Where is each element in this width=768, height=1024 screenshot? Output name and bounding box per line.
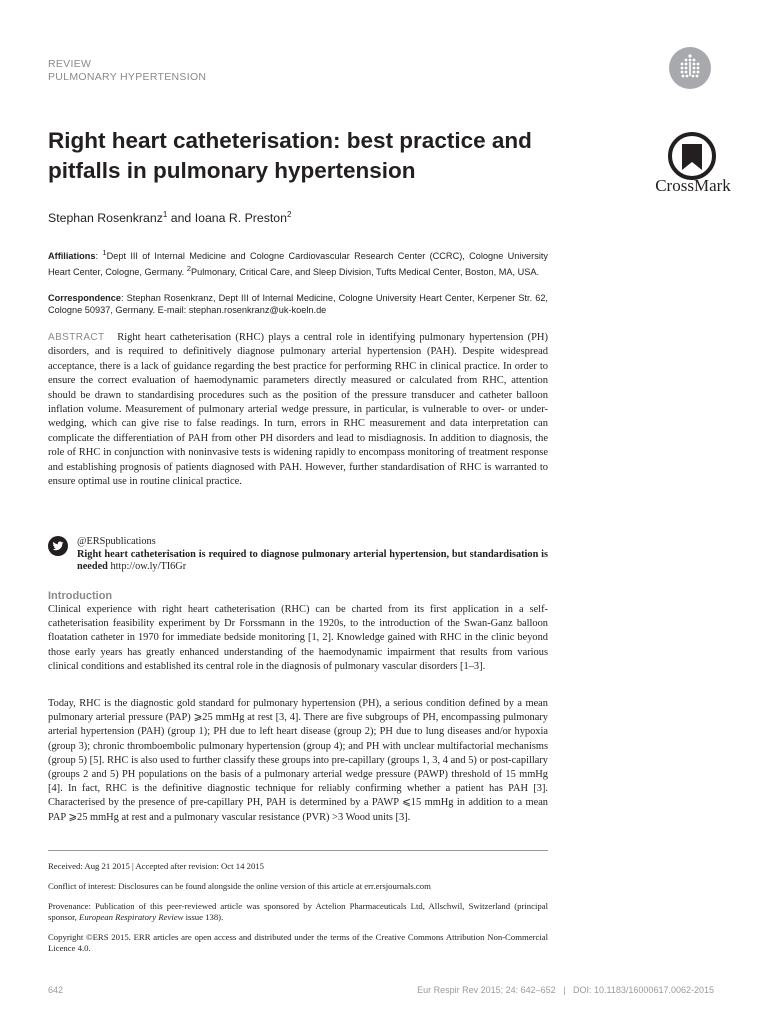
author-list: [48, 210, 291, 225]
citation-footer: [386, 985, 714, 995]
section-label: [48, 58, 206, 84]
crossmark-label[interactable]: CrossMark: [655, 176, 731, 195]
section-heading: Introduction: [48, 590, 113, 602]
tweet-link[interactable]: http://ow.ly/TI6Gr: [110, 561, 187, 573]
abstract-label: ABSTRACT: [48, 332, 105, 343]
author-affiliation-mark: 1: [162, 210, 168, 219]
footnote-divider: [48, 850, 548, 851]
journal-name: European Respiratory Review: [79, 912, 184, 923]
body-paragraph: Today, RHC is the diagnostic gold standard for pulmonary hypertension (PH), a serious condition defined by a mean pulmonary arterial pressure (PAP) ⩾25 mmHg at rest [3, 4]. There are five subgroups of PH, encompassing pulmonary arterial hypertension (PAH) (group 1); PH due to left heart disease (group 2); PH due to lung diseases and/or hypoxia (group 3); chronic thromboembolic pulmonary hypertension (group 4); and PH with unclear multifactorial mechanisms (group 5) [5]. RHC is also used to further classify these groups into pre-capillary (groups 1, 3, 4 and 5) or post-capillary (groups 2 and 5) PH populations on the basis of a pulmonary arterial wedge pressure (PAWP) threshold of 15 mmHg [4]. In fact, RHC is the definitive diagnostic technique for reliably confirming whether a patient has PAH [3]. Characterised by the presence of pre-capillary PH, PAH is determined by a PAWP ⩽15 mmHg in addition to a mean PAP ⩾25 mmHg at rest and a pulmonary vascular resistance (PVR) >3 Wood units [3].: [48, 698, 548, 823]
affiliation-mark: 2: [186, 263, 192, 273]
article-title: Right heart catheterisation: best practice and pitfalls in pulmonary hypertension: [48, 128, 532, 183]
provenance-note: [48, 901, 548, 923]
citation: Eur Respir Rev 2015; 24: 642–652: [417, 985, 556, 995]
author-affiliation-mark: 2: [286, 210, 292, 219]
correspondence-text: Stephan Rosenkranz, Dept III of Internal Medicine, Cologne University Heart Center, Kerpener Str. 62, Cologne 50937, Germany. E-mail: stephan.rosenkranz@uk-koeln.de: [48, 293, 548, 315]
conflict-of-interest: Conflict of interest: Disclosures can be found alongside the online version of this article at err.ersjournals.com: [48, 881, 431, 891]
correspondence-label: Correspondence: [48, 293, 122, 303]
affiliation-mark: 1: [102, 248, 107, 257]
affiliations-label: Affiliations: [48, 251, 96, 262]
tweet-text: Right heart catheterisation is required to diagnose pulmonary arterial hypertension, but standardisation is needed: [77, 548, 548, 573]
doi-link[interactable]: DOI: 10.1183/16000617.0062-2015: [573, 985, 714, 995]
section-type: REVIEW: [48, 58, 92, 70]
tweet-handle[interactable]: @ERSpublications: [77, 536, 156, 547]
correspondence: Correspondence: Stephan Rosenkranz, Dept III of Internal Medicine, Cologne University Heart Center, Kerpener Str. 62, Cologne 50937, Germany. E-mail: stephan.rosenkranz@uk-koeln.de: [48, 293, 548, 315]
affiliations: Affiliations: $^1$Dept III of Internal Medicine and Cologne Cardiovascular Research Center (CCRC), Cologne University Heart Center, Cologne, Germany. $^2$Pulmonary, Critical Care, and Sleep Division, Tufts Medical Center, Boston, MA, USA.: [48, 248, 549, 277]
crossmark-icon[interactable]: [668, 132, 716, 180]
affiliation-text: Pulmonary, Critical Care, and Sleep Division, Tufts Medical Center, Boston, MA, USA.: [191, 266, 540, 277]
author-name: Ioana R. Preston: [194, 211, 287, 226]
tweet-block: [77, 536, 548, 574]
body-paragraph: Clinical experience with right heart catheterisation (RHC) can be charted from its first application in a self-catheterisation feasibility experiment by Dr Forssmann in the 1920s, to the introduction of the Swan-Ganz balloon floatation catheter in 1970 for immediate bedside monitoring [1, 2]. Knowledge gained with RHC in the clinic beyond those early years has greatly enhanced understanding of the haemodynamic impairment that results from various clinical conditions and established its central role in the diagnosis of pulmonary vascular disorders [1–3].: [48, 604, 548, 672]
journal-logo-icon[interactable]: [669, 47, 711, 89]
page-number: 642: [48, 985, 64, 995]
abstract: [48, 331, 548, 489]
footer-separator: |: [563, 985, 566, 995]
received-dates: Received: Aug 21 2015 | Accepted after revision: Oct 14 2015: [48, 861, 264, 871]
abstract-text: Right heart catheterisation (RHC) plays a central role in identifying pulmonary hypertension (PH) disorders, and is required to definitively diagnose pulmonary arterial hypertension (PAH). Despite widespread acceptance, there is a lack of guidance regarding the best practice for performing RHC in clinical practice. In order to ensure the correct evaluation of haemodynamic parameters directly measured or calculated from RHC, attention should be drawn to standardising procedures such as the position of the pressure transducer and catheter balloon inflation volume. Measurement of pulmonary arterial wedge pressure, in particular, is vulnerable to over- or under-wedging, which can give rise to false readings. In turn, errors in RHC measurement and data interpretation can complicate the differentiation of PAH from other PH disorders and lead to misdiagnosis. In addition to diagnosis, the role of RHC in conjunction with noninvasive tests is widening rapidly to encompass monitoring of treatment response and establishing prognosis of patients diagnosed with PAH. However, further standardisation of RHC is warranted to ensure optimal use in routine clinical practice.: [48, 332, 549, 488]
provenance-text: Provenance: Publication of this peer-reviewed article was sponsored by Actelion Pharmaceuticals Ltd, Allschwil, Switzerland (principal sponsor,: [48, 901, 548, 923]
provenance-text: issue 138).: [185, 912, 224, 923]
affiliation-text: Dept III of Internal Medicine and Cologne Cardiovascular Research Center (CCRC), Cologne University Heart Center, Cologne, Germany.: [48, 251, 549, 277]
section-topic: PULMONARY HYPERTENSION: [48, 71, 207, 83]
twitter-icon[interactable]: [48, 536, 68, 556]
author-name: Stephan Rosenkranz: [48, 211, 163, 226]
copyright-note: Copyright ©ERS 2015. ERR articles are open access and distributed under the terms of the Creative Commons Attribution Non-Commercial Licence 4.0.: [48, 932, 548, 954]
author-conjunction: and: [170, 211, 192, 226]
